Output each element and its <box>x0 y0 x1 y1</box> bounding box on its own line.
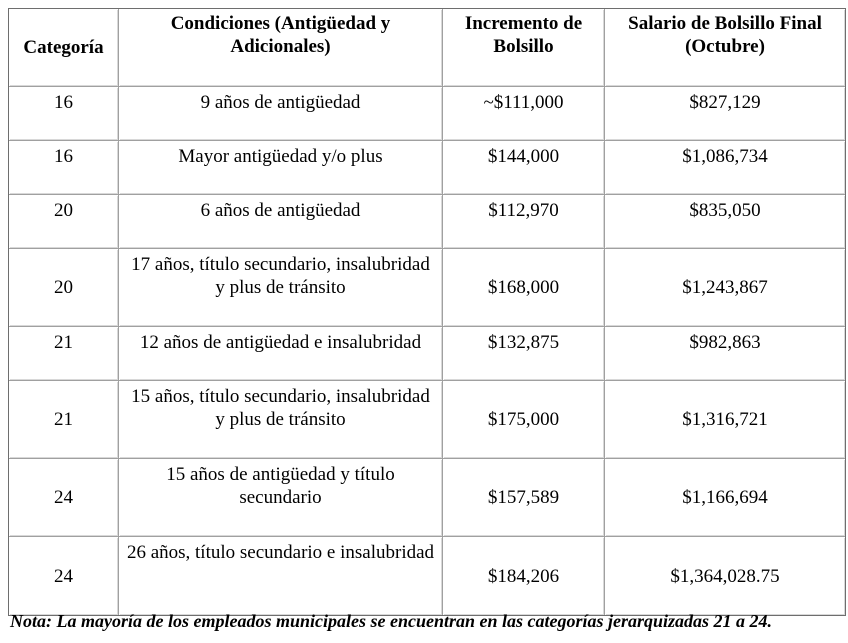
table-header-row <box>9 9 845 87</box>
cell-categoria: 24 <box>9 537 119 615</box>
header-incremento: Incremento de Bolsillo <box>443 9 605 87</box>
cell-categoria: 21 <box>9 327 119 381</box>
table-row <box>9 195 845 249</box>
cell-salario: $1,166,694 <box>605 459 845 537</box>
header-categoria: Categoría <box>9 9 119 87</box>
cell-condiciones: 17 años, título secundario, insalubridad y plus de tránsito <box>119 249 443 327</box>
table-row <box>9 249 845 327</box>
cell-incremento: $157,589 <box>443 459 605 537</box>
cell-incremento: ~$111,000 <box>443 87 605 141</box>
table-note: Nota: La mayoría de los empleados municipales se encuentran en las categorías jerarquizadas 21 a 24. <box>10 611 773 631</box>
header-condiciones: Condiciones (Antigüedad y Adicionales) <box>119 9 443 87</box>
cell-condiciones: 9 años de antigüedad <box>119 87 443 141</box>
cell-salario: $827,129 <box>605 87 845 141</box>
cell-salario: $1,364,028.75 <box>605 537 845 615</box>
cell-salario: $1,086,734 <box>605 141 845 195</box>
cell-categoria: 20 <box>9 195 119 249</box>
cell-categoria: 16 <box>9 87 119 141</box>
cell-condiciones: 15 años de antigüedad y título secundario <box>119 459 443 537</box>
cell-categoria: 20 <box>9 249 119 327</box>
cell-condiciones: 12 años de antigüedad e insalubridad <box>119 327 443 381</box>
table-row <box>9 141 845 195</box>
cell-categoria: 21 <box>9 381 119 459</box>
cell-condiciones: 6 años de antigüedad <box>119 195 443 249</box>
salary-table <box>8 8 846 616</box>
cell-condiciones: 15 años, título secundario, insalubridad y plus de tránsito <box>119 381 443 459</box>
cell-salario: $1,243,867 <box>605 249 845 327</box>
cell-incremento: $132,875 <box>443 327 605 381</box>
header-salario: Salario de Bolsillo Final (Octubre) <box>605 9 845 87</box>
table-row <box>9 327 845 381</box>
table-row <box>9 459 845 537</box>
salary-table-container <box>8 8 844 616</box>
cell-incremento: $175,000 <box>443 381 605 459</box>
cell-salario: $1,316,721 <box>605 381 845 459</box>
cell-categoria: 24 <box>9 459 119 537</box>
cell-salario: $982,863 <box>605 327 845 381</box>
table-row <box>9 381 845 459</box>
cell-salario: $835,050 <box>605 195 845 249</box>
cell-condiciones: 26 años, título secundario e insalubridad <box>119 537 443 615</box>
table-row <box>9 537 845 615</box>
cell-categoria: 16 <box>9 141 119 195</box>
cell-incremento: $168,000 <box>443 249 605 327</box>
table-row <box>9 87 845 141</box>
cell-incremento: $184,206 <box>443 537 605 615</box>
cell-condiciones: Mayor antigüedad y/o plus <box>119 141 443 195</box>
cell-incremento: $144,000 <box>443 141 605 195</box>
cell-incremento: $112,970 <box>443 195 605 249</box>
